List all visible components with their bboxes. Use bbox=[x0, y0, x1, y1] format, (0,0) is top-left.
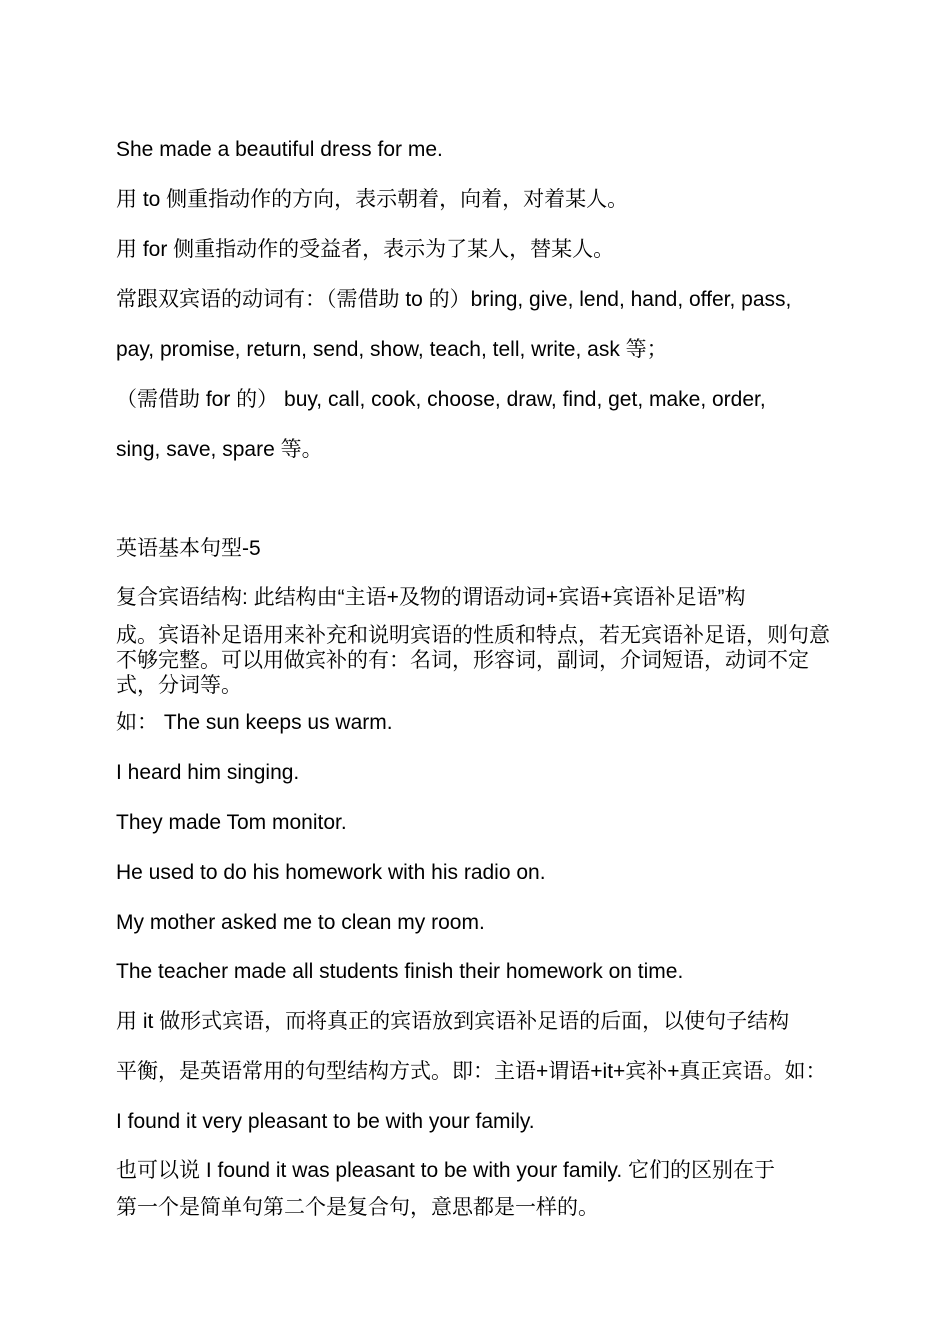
it-object-example: I found it very pleasant to be with your family. bbox=[116, 1110, 535, 1133]
text-line: pay, promise, return, send, show, teach, tell, write, ask 等； bbox=[116, 338, 668, 361]
closing-line-2: 第一个是简单句第二个是复合句，意思都是一样的。 bbox=[116, 1196, 599, 1219]
section-heading: 英语基本句型-5 bbox=[116, 537, 261, 560]
example-line: The teacher made all students finish their homework on time. bbox=[116, 960, 684, 983]
text-line: 用 to 侧重指动作的方向，表示朝着，向着，对着某人。 bbox=[116, 188, 629, 211]
text-line: She made a beautiful dress for me. bbox=[116, 138, 443, 161]
example-line: He used to do his homework with his radio on. bbox=[116, 861, 546, 884]
text-line: 常跟双宾语的动词有：（需借助 to 的）bring, give, lend, hand, offer, pass, bbox=[116, 288, 792, 311]
it-object-line-1: 用 it 做形式宾语，而将真正的宾语放到宾语补足语的后面，以使句子结构 bbox=[116, 1010, 790, 1033]
example-line: I heard him singing. bbox=[116, 761, 300, 784]
text-line: （需借助 for 的） buy, call, cook, choose, draw, find, get, make, order, bbox=[116, 388, 766, 411]
intro-paragraph: 成。宾语补足语用来补充和说明宾语的性质和特点，若无宾语补足语，则句意不够完整。可以用做宾补的有：名词，形容词，副词，介词短语，动词不定式，分词等。 bbox=[116, 624, 830, 697]
example-line: They made Tom monitor. bbox=[116, 811, 347, 834]
closing-line-1: 也可以说 I found it was pleasant to be with your family. 它们的区别在于 bbox=[116, 1159, 775, 1182]
intro-first-line: 复合宾语结构: 此结构由“主语+及物的谓语动词+宾语+宾语补足语”构 bbox=[116, 586, 746, 609]
text-line: 用 for 侧重指动作的受益者，表示为了某人，替某人。 bbox=[116, 238, 615, 261]
it-object-line-2: 平衡，是英语常用的句型结构方式。即：主语+谓语+it+宾补+真正宾语。如： bbox=[116, 1060, 827, 1083]
example-line: My mother asked me to clean my room. bbox=[116, 911, 485, 934]
example-line: 如： The sun keeps us warm. bbox=[116, 711, 393, 734]
text-line: sing, save, spare 等。 bbox=[116, 438, 323, 461]
